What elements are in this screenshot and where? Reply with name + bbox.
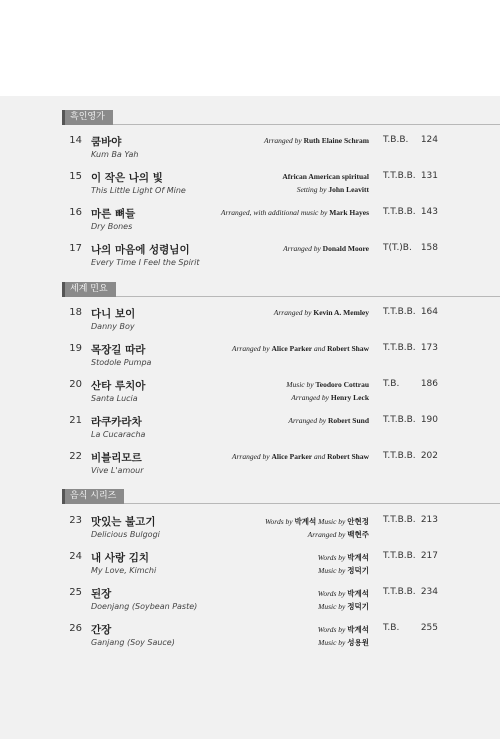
entry-number: 19 [69,343,82,354]
entry-page-number: 158 [420,243,438,253]
entry-page-number: 164 [420,307,438,317]
entry-credit [264,136,369,145]
entry-page-number: 190 [420,415,438,425]
entry-title-original: Kum Ba Yah [91,150,139,159]
credit-role: Music by [318,566,348,575]
credit-name: Mark Hayes [329,208,369,217]
entry-number: 18 [69,307,82,318]
entry-voicing: T.T.B.B. [383,343,416,353]
entry-title-original: This Little Light Of Mine [91,186,186,195]
entry-credit [221,208,369,217]
credit-role: Arranged by [231,344,272,353]
credit-role: Music by [316,517,348,526]
entry-page-number: 173 [420,343,438,353]
entry-credit [232,344,369,353]
entry-title-korean: 마른 뼈들 [91,208,136,220]
entry-title-original: Dry Bones [91,222,133,231]
entry-number: 20 [69,379,82,390]
toc-entry [0,514,500,548]
entry-credit [297,185,369,194]
entry-title-original: Delicious Bulgogi [91,530,160,539]
entry-number: 15 [69,171,82,182]
entry-credit [318,637,369,648]
entry-page-number: 217 [420,551,438,561]
entry-credit [318,552,369,563]
entry-title-original: Danny Boy [91,322,135,331]
entry-credit [291,393,369,402]
credit-role: Words by [317,589,348,598]
entry-page-number: 213 [420,515,438,525]
credit-role: Music by [318,638,348,647]
entry-credit [282,172,369,181]
toc-entry [0,550,500,584]
credit-role: Arranged by [283,244,323,253]
entry-page-number: 131 [420,171,438,181]
section-header [62,110,500,125]
credit-role: Words by [265,517,295,526]
credit-name: Henry Leck [330,393,369,402]
section-header [62,282,500,297]
entry-number: 24 [69,551,82,562]
entry-title-korean: 된장 [91,588,112,600]
entry-title-original: Santa Lucia [91,394,138,403]
entry-page-number: 143 [420,207,438,217]
entry-credit [288,416,369,425]
entry-title-korean: 쿰바야 [91,136,122,148]
entry-voicing: T.T.B.B. [383,307,416,317]
credit-name: John Leavitt [328,185,369,194]
entry-voicing: T.B. [383,623,400,633]
entry-credit [318,565,369,576]
entry-page-number: 255 [420,623,438,633]
entry-voicing: T.T.B.B. [383,171,416,181]
section-divider [62,124,500,125]
entry-number: 14 [69,135,82,146]
toc-entry [0,134,500,168]
toc-entry [0,306,500,340]
entry-title-korean: 목장길 따라 [91,344,146,356]
entry-number: 23 [69,515,82,526]
entry-voicing: T.B. [383,379,400,389]
entry-page-number: 186 [420,379,438,389]
section-title: 흑인영가 [62,110,113,125]
toc-entry [0,342,500,376]
credit-name: Kevin A. Memley [313,308,369,317]
entry-page-number: 202 [420,451,438,461]
entry-title-original: Every Time I Feel the Spirit [91,258,200,267]
credit-name: 성용원 [347,638,369,647]
page-top-margin [0,0,500,96]
toc-entry [0,206,500,240]
entry-credit [318,624,369,635]
entry-credit [232,452,369,461]
credit-name: 정덕기 [347,602,369,611]
toc-entry [0,450,500,484]
entry-page-number: 124 [420,135,438,145]
toc-entry [0,414,500,448]
section-title: 음식 시리즈 [62,489,124,504]
credit-name: Robert Shaw [327,344,369,353]
section-divider [62,503,500,504]
credit-role: Music by [318,602,348,611]
credit-name: 박계석 [347,589,369,598]
entry-credit [308,529,369,540]
credit-name: 안현정 [347,517,369,526]
toc-entry [0,170,500,204]
entry-voicing: T.T.B.B. [383,587,416,597]
section-header [62,489,500,504]
credit-name: 박계석 [347,625,369,634]
entry-credit [286,380,369,389]
entry-credit [265,516,369,527]
credit-role: Music by [286,380,316,389]
toc-entry [0,586,500,620]
entry-voicing: T.T.B.B. [383,515,416,525]
credit-name: 박계석 [347,553,369,562]
credit-role: and [312,452,328,461]
entry-voicing: T.T.B.B. [383,207,416,217]
entry-voicing: T(T.)B. [383,243,412,253]
entry-voicing: T.T.B.B. [383,415,416,425]
entry-title-korean: 산타 루치아 [91,380,146,392]
entry-number: 25 [69,587,82,598]
credit-role: Words by [317,625,348,634]
entry-title-korean: 비블리모르 [91,452,142,464]
credit-name: Teodoro Cottrau [315,380,369,389]
credit-name: Alice Parker [271,344,313,353]
entry-title-korean: 다니 보이 [91,308,136,320]
entry-title-original: Ganjang (Soy Sauce) [91,638,175,647]
entry-number: 21 [69,415,82,426]
credit-name: 백현주 [347,530,369,539]
entry-title-korean: 내 사랑 김치 [91,552,150,564]
entry-number: 16 [69,207,82,218]
credit-role: Setting by [296,185,329,194]
entry-title-korean: 맛있는 불고기 [91,516,156,528]
entry-title-original: Vive L'amour [91,466,144,475]
credit-role: Arranged by [291,393,331,402]
entry-title-original: La Cucaracha [91,430,146,439]
credit-role: Arranged by [307,530,348,539]
credit-name: Ruth Elaine Schram [303,136,369,145]
entry-credit [274,308,369,317]
credit-role: Arranged, with additional music by [220,208,330,217]
entry-title-korean: 간장 [91,624,112,636]
entry-number: 17 [69,243,82,254]
credit-name: African American spiritual [282,172,369,181]
entry-title-original: My Love, Kimchi [91,566,157,575]
section-divider [62,296,500,297]
credit-name: 박계석 [294,517,317,526]
entry-page-number: 234 [420,587,438,597]
entry-title-original: Doenjang (Soybean Paste) [91,602,198,611]
credit-role: Arranged by [273,308,314,317]
credit-role: Arranged by [263,136,304,145]
toc-entry [0,242,500,276]
entry-credit [318,601,369,612]
entry-voicing: T.T.B.B. [383,451,416,461]
credit-name: Robert Sund [327,416,369,425]
entry-title-korean: 나의 마음에 성령님이 [91,244,190,256]
toc-entry [0,378,500,412]
toc-entry [0,622,500,656]
section-title: 세계 민요 [62,282,116,297]
credit-name: Alice Parker [271,452,313,461]
credit-name: Robert Shaw [327,452,369,461]
credit-role: and [312,344,328,353]
credit-name: Donald Moore [322,244,369,253]
credit-role: Words by [317,553,348,562]
credit-role: Arranged by [231,452,272,461]
credit-role: Arranged by [288,416,328,425]
entry-title-korean: 라쿠카라차 [91,416,142,428]
entry-credit [318,588,369,599]
entry-number: 22 [69,451,82,462]
credit-name: 정덕기 [347,566,369,575]
entry-credit [283,244,369,253]
entry-voicing: T.B.B. [383,135,409,145]
entry-title-korean: 이 작은 나의 빛 [91,172,163,184]
entry-voicing: T.T.B.B. [383,551,416,561]
entry-number: 26 [69,623,82,634]
entry-title-original: Stodole Pumpa [91,358,152,367]
